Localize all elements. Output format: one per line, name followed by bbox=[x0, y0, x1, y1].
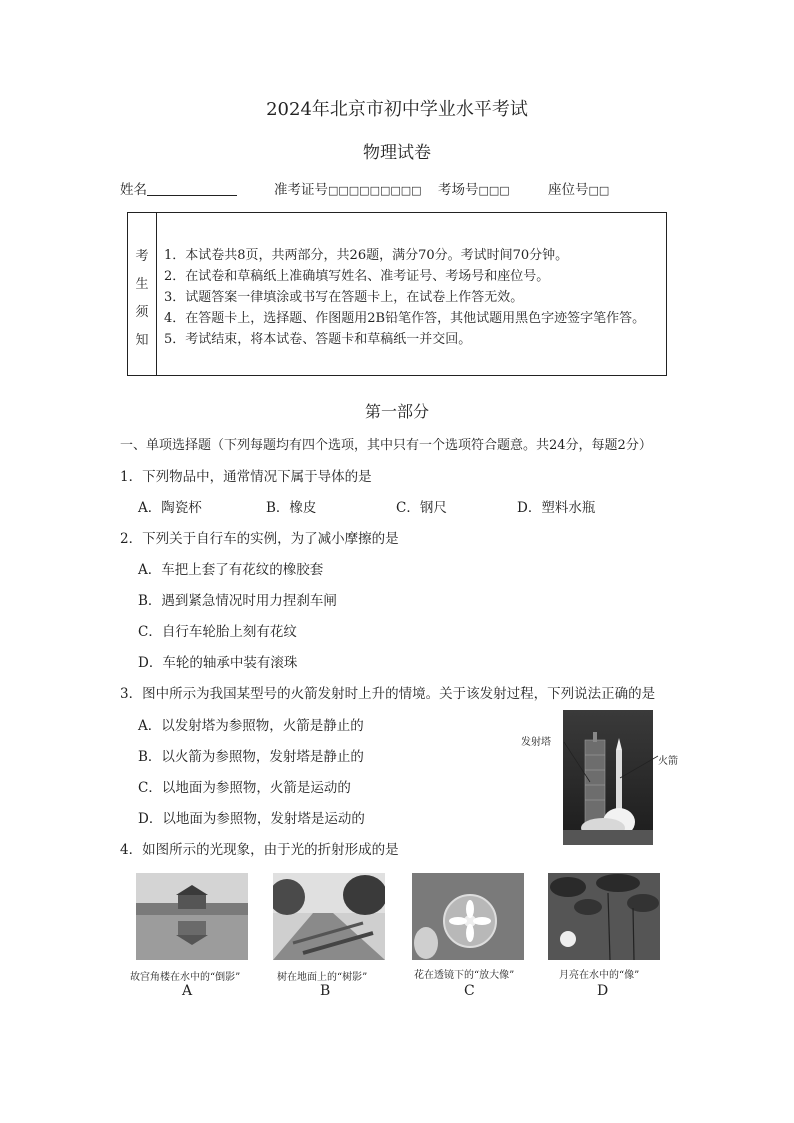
corner-tower-illustration bbox=[136, 873, 248, 960]
exam-number-label: 准考证号 bbox=[274, 182, 328, 198]
question-3-option-b: B．以火箭为参照物，发射塔是静止的 bbox=[138, 749, 364, 765]
photo-c-flower-magnifier bbox=[412, 873, 524, 960]
question-2-stem: 2．下列关于自行车的实例，为了减小摩擦的是 bbox=[120, 531, 399, 547]
name-underline bbox=[147, 181, 237, 196]
question-1-option-c: C．钢尺 bbox=[396, 500, 447, 516]
photo-c-caption: 花在透镜下的“放大像” bbox=[414, 970, 515, 981]
notice-item: 2．在试卷和草稿纸上准确填写姓名、准考证号、考场号和座位号。 bbox=[164, 269, 550, 284]
question-2-option-c: C．自行车轮胎上刻有花纹 bbox=[138, 624, 297, 640]
seat-number-label: 座位号 bbox=[548, 182, 589, 198]
room-number-label: 考场号 bbox=[438, 182, 479, 198]
seat-number-boxes: □□ bbox=[588, 184, 610, 197]
exam-number-field bbox=[274, 178, 422, 198]
notice-side-char: 生 bbox=[135, 277, 149, 292]
photo-a-caption: 故宫角楼在水中的“倒影” bbox=[130, 972, 241, 983]
notice-item: 1．本试卷共8页，共两部分，共26题，满分70分。考试时间70分钟。 bbox=[164, 248, 569, 263]
photo-a-letter: A bbox=[182, 983, 193, 999]
room-number-boxes: □□□ bbox=[478, 184, 510, 197]
question-1-option-b: B．橡皮 bbox=[266, 500, 317, 516]
question-3-option-a: A．以发射塔为参照物，火箭是静止的 bbox=[138, 718, 364, 734]
notice-item: 4．在答题卡上，选择题、作图题用2B铅笔作答，其他试题用黑色字迹签字笔作答。 bbox=[164, 311, 646, 326]
exam-subtitle: 物理试卷 bbox=[363, 143, 431, 163]
notice-item: 3．试题答案一律填涂或书写在答题卡上，在试卷上作答无效。 bbox=[164, 290, 524, 305]
photo-b-caption: 树在地面上的“树影” bbox=[277, 972, 368, 983]
tree-shadow-illustration bbox=[273, 873, 385, 960]
photo-c-letter: C bbox=[464, 983, 475, 999]
question-2-option-a: A．车把上套了有花纹的橡胶套 bbox=[138, 562, 324, 578]
seat-number-field bbox=[548, 178, 609, 198]
part-title: 第一部分 bbox=[364, 402, 429, 421]
notice-box bbox=[127, 212, 667, 376]
notice-side-char: 知 bbox=[135, 333, 149, 348]
exam-title: 2024年北京市初中学业水平考试 bbox=[266, 99, 528, 120]
photo-b-letter: B bbox=[320, 983, 331, 999]
notice-side-label bbox=[128, 213, 157, 375]
room-number-field bbox=[438, 178, 510, 198]
photo-d-caption: 月亮在水中的“像” bbox=[559, 970, 640, 981]
question-1-stem: 1．下列物品中，通常情况下属于导体的是 bbox=[120, 469, 372, 485]
notice-side-char: 须 bbox=[135, 305, 149, 320]
notice-items bbox=[164, 245, 645, 350]
photo-d-moon-reflection bbox=[548, 873, 660, 960]
rocket-tower-label: 发射塔 bbox=[521, 737, 551, 748]
question-3-option-c: C．以地面为参照物，火箭是运动的 bbox=[138, 780, 351, 796]
notice-side-char: 考 bbox=[135, 249, 149, 264]
name-field bbox=[120, 178, 237, 198]
name-label: 姓名 bbox=[120, 182, 147, 198]
question-3-option-d: D．以地面为参照物，发射塔是运动的 bbox=[138, 811, 365, 827]
question-4-stem: 4．如图所示的光现象，由于光的折射形成的是 bbox=[120, 842, 399, 858]
photo-b-tree-shadows bbox=[273, 873, 385, 960]
section-heading: 一、单项选择题（下列每题均有四个选项，其中只有一个选项符合题意。共24分，每题2分） bbox=[120, 438, 652, 453]
rocket-label-pointers bbox=[560, 738, 670, 788]
photo-d-letter: D bbox=[597, 983, 609, 999]
rocket-label: 火箭 bbox=[658, 756, 678, 767]
moon-reflection-illustration bbox=[548, 873, 660, 960]
question-3-stem: 3．图中所示为我国某型号的火箭发射时上升的情境。关于该发射过程，下列说法正确的是 bbox=[120, 686, 656, 702]
question-1-option-a: A．陶瓷杯 bbox=[138, 500, 202, 516]
exam-number-boxes: □□□□□□□□□ bbox=[328, 184, 422, 197]
photo-a-corner-tower-reflection bbox=[136, 873, 248, 960]
magnifier-illustration bbox=[412, 873, 524, 960]
notice-item: 5．考试结束，将本试卷、答题卡和草稿纸一并交回。 bbox=[164, 332, 472, 347]
question-1-option-d: D．塑料水瓶 bbox=[517, 500, 596, 516]
question-2-option-d: D．车轮的轴承中装有滚珠 bbox=[138, 655, 298, 671]
question-2-option-b: B．遇到紧急情况时用力捏刹车闸 bbox=[138, 593, 337, 609]
